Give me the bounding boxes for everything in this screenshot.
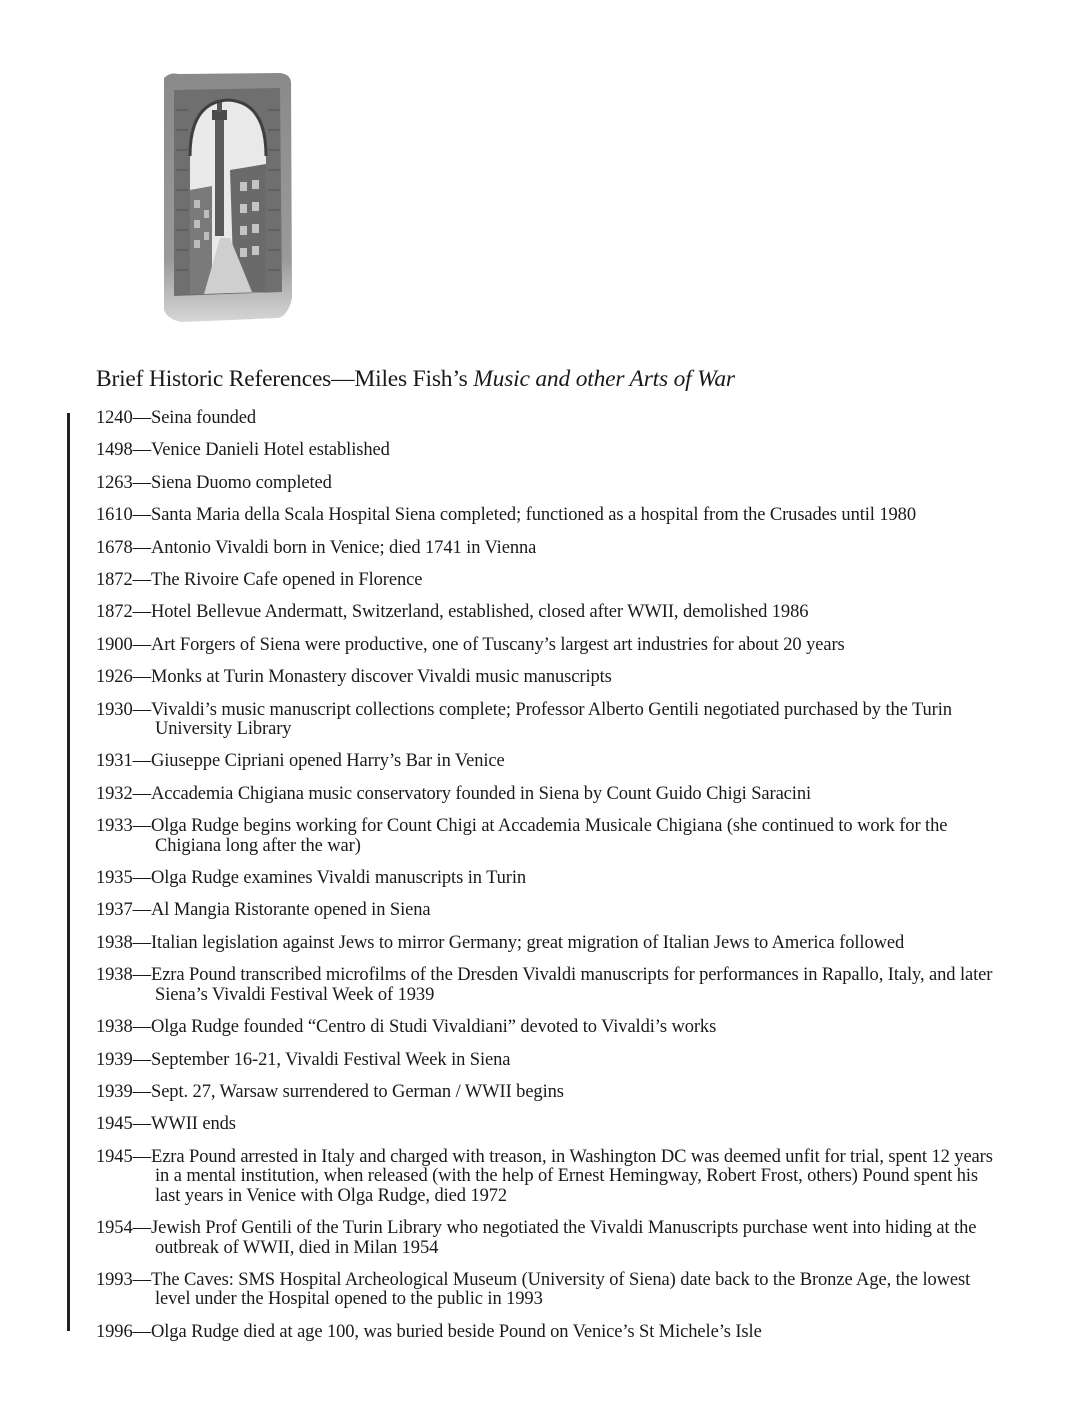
timeline-entry: 1932—Accademia Chigiana music conservatory founded in Siena by Count Guido Chigi Saracini	[96, 783, 812, 804]
page-title	[96, 366, 735, 393]
timeline-entry: 1498—Venice Danieli Hotel established	[96, 440, 390, 461]
timeline-entry: 1954—Jewish Prof Gentili of the Turin Library who negotiated the Vivaldi Manuscripts purchase went into hiding at the outbreak of WWII, died in Milan 1954	[96, 1218, 977, 1258]
page-title-book-title: Music and other Arts of War	[473, 366, 735, 392]
vertical-rule	[67, 413, 70, 1331]
timeline-entry: 1938—Ezra Pound transcribed microfilms of the Dresden Vivaldi manuscripts for performances in Rapallo, Italy, and later Siena’s Vivaldi Festival Week of 1939	[96, 965, 993, 1005]
timeline-entry: 1931—Giuseppe Cipriani opened Harry’s Bar in Venice	[96, 751, 505, 772]
timeline-entry: 1678—Antonio Vivaldi born in Venice; died 1741 in Vienna	[96, 537, 537, 558]
timeline-entry: 1945—WWII ends	[96, 1114, 236, 1135]
timeline-list	[96, 409, 1001, 1355]
timeline-entry: 1900—Art Forgers of Siena were productive, one of Tuscany’s largest art industries for about 20 years	[96, 634, 845, 655]
timeline-entry: 1993—The Caves: SMS Hospital Archeological Museum (University of Siena) date back to the Bronze Age, the lowest level under the Hospital opened to the public in 1993	[96, 1269, 971, 1310]
timeline-entry: 1939—Sept. 27, Warsaw surrendered to German / WWII begins	[96, 1081, 564, 1102]
timeline-entry: 1930—Vivaldi’s music manuscript collections complete; Professor Alberto Gentili negotiated purchased by the Turin University Library	[96, 699, 952, 740]
timeline-entry: 1939—September 16-21, Vivaldi Festival Week in Siena	[96, 1049, 511, 1070]
timeline-entry: 1933—Olga Rudge begins working for Count Chigi at Accademia Musicale Chigiana (she continued to work for the Chigiana long after the war)	[96, 816, 948, 856]
timeline-entry: 1996—Olga Rudge died at age 100, was buried beside Pound on Venice’s St Michele’s Isle	[96, 1321, 762, 1342]
timeline-entry: 1263—Siena Duomo completed	[96, 472, 332, 493]
timeline-entry: 1945—Ezra Pound arrested in Italy and charged with treason, in Washington DC was deemed unfit for trial, spent 12 years in a mental institution, when released (with the help of Ernest Hemingway, Robert Frost, others) Pound spent his last years in Venice with Olga Rudge, died 1972	[96, 1146, 993, 1206]
timeline-entry: 1872—The Rivoire Cafe opened in Florence	[96, 569, 423, 590]
timeline-entry: 1610—Santa Maria della Scala Hospital Siena completed; functioned as a hospital from the Crusades until 1980	[96, 505, 916, 526]
timeline-entry: 1935—Olga Rudge examines Vivaldi manuscripts in Turin	[96, 868, 527, 889]
timeline-entry: 1937—Al Mangia Ristorante opened in Siena	[96, 900, 431, 921]
timeline-entry: 1938—Italian legislation against Jews to mirror Germany; great migration of Italian Jews to America followed	[96, 932, 905, 953]
timeline-entry: 1926—Monks at Turin Monastery discover Vivaldi music manuscripts	[96, 667, 612, 688]
timeline-entry: 1240—Seina founded	[96, 408, 257, 428]
timeline-entry: 1938—Olga Rudge founded “Centro di Studi Vivaldiani” devoted to Vivaldi’s works	[96, 1017, 717, 1038]
siena-archway-sketch-icon	[160, 70, 295, 332]
timeline-entry: 1872—Hotel Bellevue Andermatt, Switzerland, established, closed after WWII, demolished 1986	[96, 602, 809, 623]
page-title-main: Brief Historic References—Miles Fish’s	[96, 366, 474, 392]
